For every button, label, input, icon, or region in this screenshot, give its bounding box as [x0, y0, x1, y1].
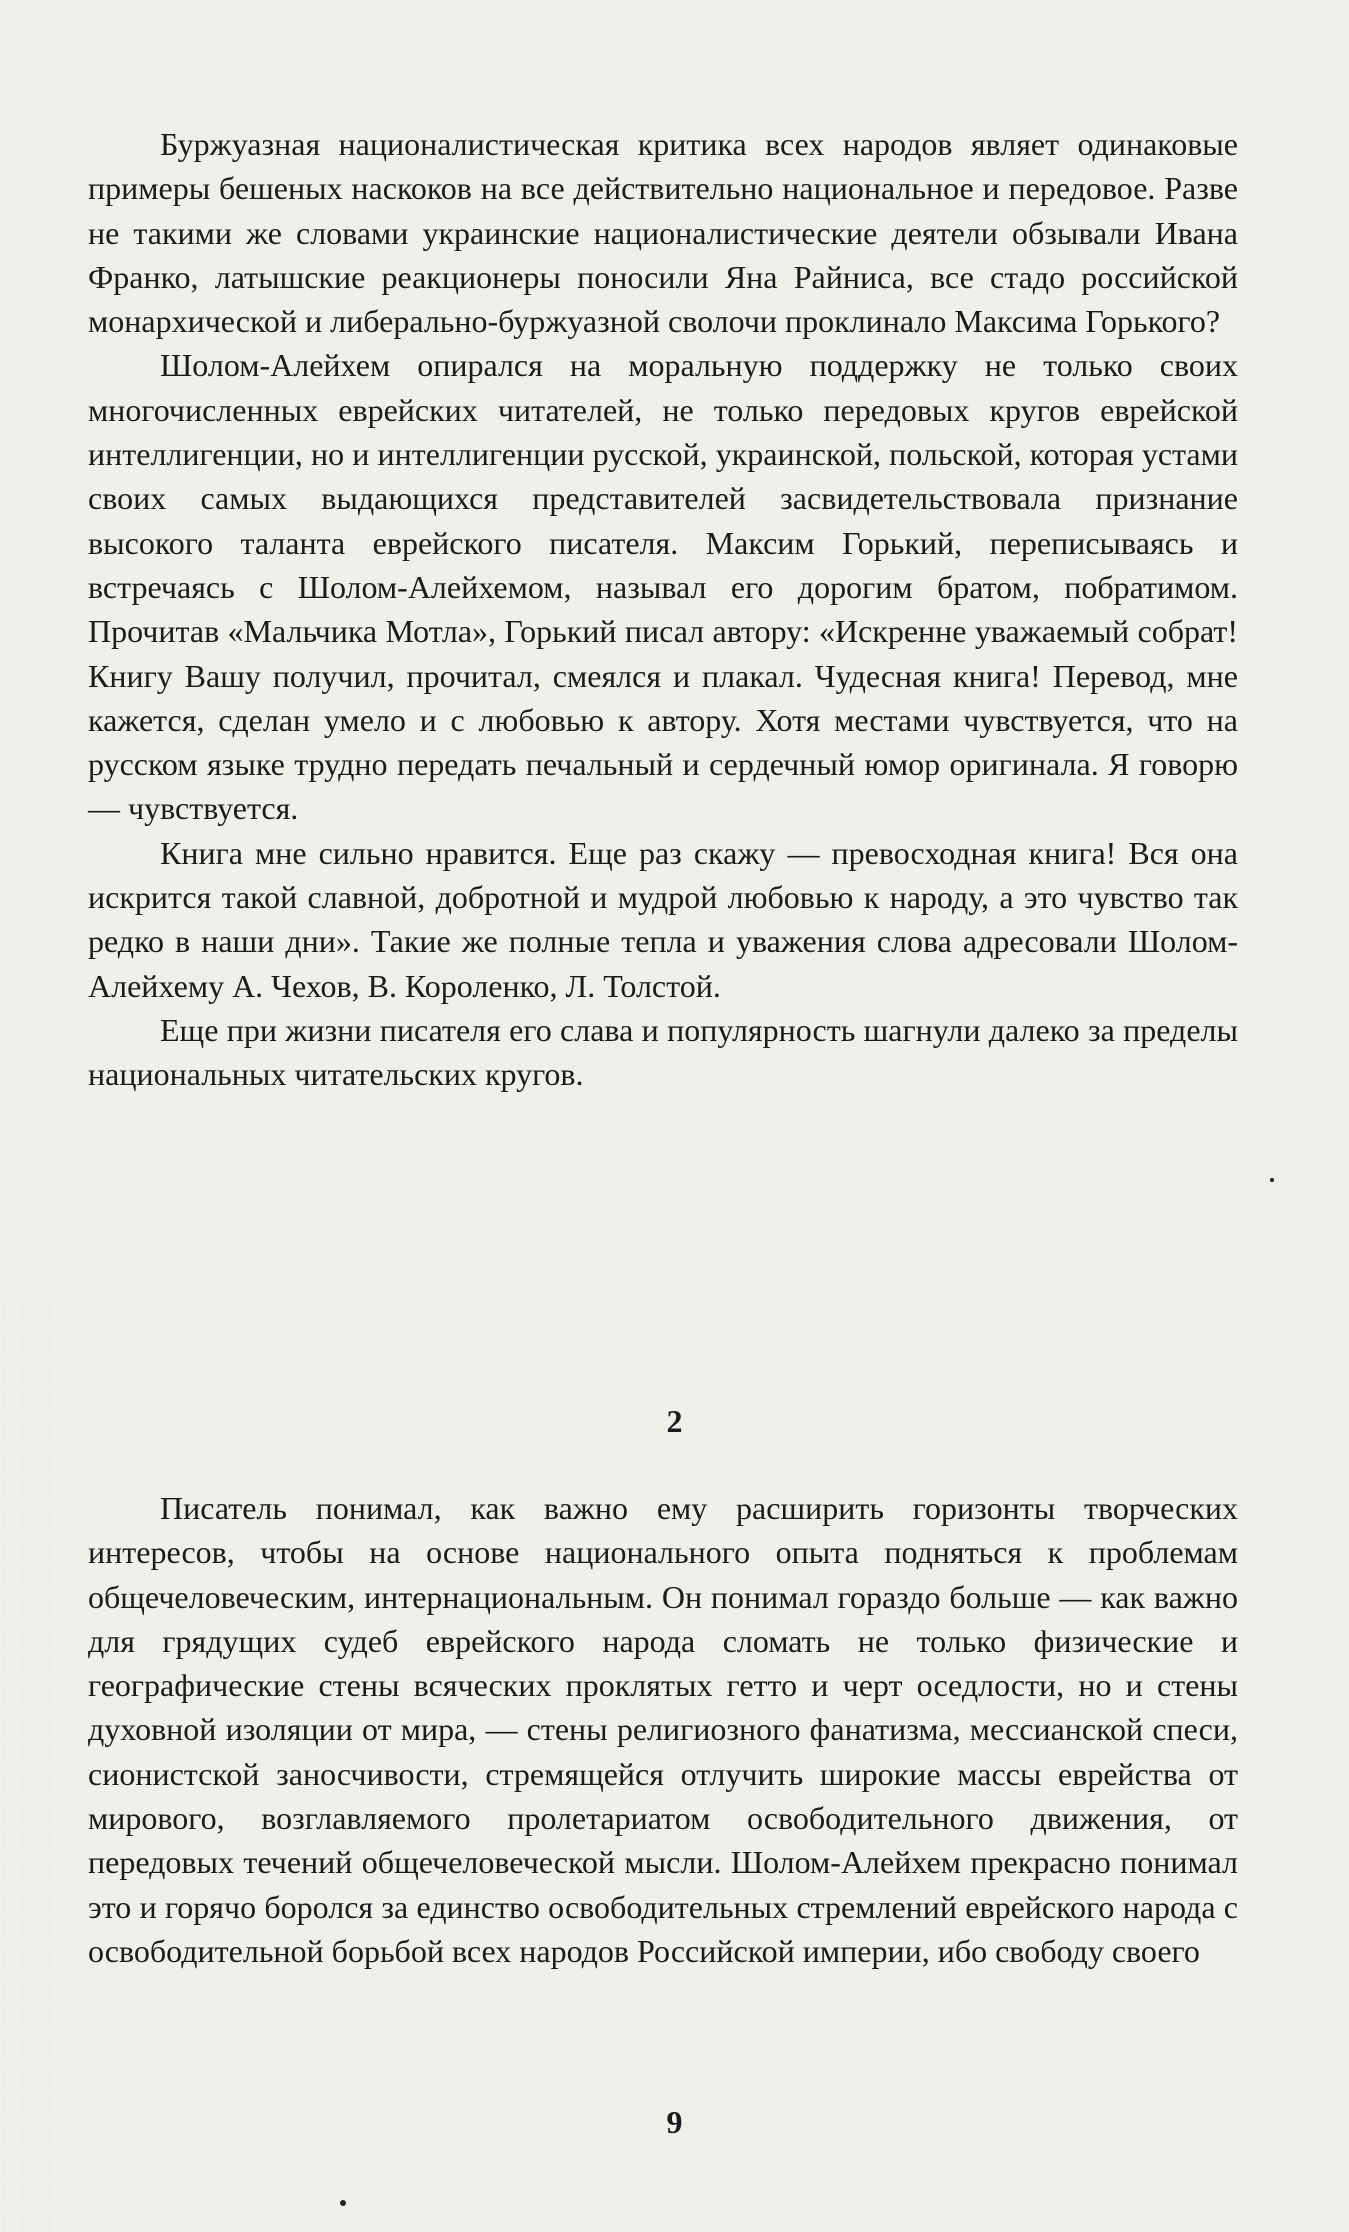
- ink-speck: [1270, 1178, 1274, 1182]
- bottom-text-block: [88, 1486, 1238, 1973]
- paragraph: Еще при жизни писателя его слава и популярность шагнули далеко за пределы национальных читательских кругов.: [88, 1011, 1238, 1093]
- paragraph: Книга мне сильно нравится. Еще раз скажу — превосходная книга! Вся она искрится такой славной, добротной и мудрой любовью к народу, а это чувство так редко в наши дни». Такие же полные тепла и уважения слова адресовали Шолом-Алейхему А. Чехов, В. Короленко, Л. Толстой.: [88, 834, 1238, 1004]
- paragraph: Буржуазная националистическая критика всех народов являет одинаковые примеры бешеных наскоков на все действительно национальное и передовое. Разве не такими же словами украинские националистические деятели обзывали Ивана Франко, латышские реакционеры поносили Яна Райниса, все стадо российской монархической и либерально-буржуазной сволочи проклинало Максима Горького?: [88, 126, 1238, 340]
- paragraph: Писатель понимал, как важно ему расширить горизонты творческих интересов, чтобы на основе национального опыта подняться к проблемам общечеловеческим, интернациональным. Он понимал гораздо больше — как важно для грядущих судеб еврейского народа сломать не только физические и географические стены всяческих проклятых гетто и черт оседлости, но и стены духовной изоляции от мира, — стены религиозного фанатизма, мессианской спеси, сионистской заносчивости, стремящейся отлучить широкие массы еврейства от мирового, возглавляемого пролетариатом освободительного движения, от передовых течений общечеловеческой мысли. Шолом-Алейхем прекрасно понимал это и горячо боролся за единство освободительных стремлений еврейского народа с освободительной борьбой всех народов Российской империи, ибо свободу своего: [88, 1490, 1238, 1969]
- ink-speck: [340, 2200, 346, 2206]
- page-number: 9: [666, 2104, 683, 2140]
- paragraph: Шолом-Алейхем опирался на моральную поддержку не только своих многочисленных еврейских читателей, не только передовых кругов еврейской интеллигенции, но и интеллигенции русской, украинской, польской, которая устами своих самых выдающихся представителей засвидетельствовала признание высокого таланта еврейского писателя. Максим Горький, переписываясь и встречаясь с Шолом-Алейхемом, называл его дорогим братом, побратимом. Прочитав «Мальчика Мотла», Горький писал автору: «Искренне уважаемый собрат! Книгу Вашу получил, прочитал, смеялся и плакал. Чудесная книга! Перевод, мне кажется, сделан умело и с любовью к автору. Хотя местами чувствуется, что на русском языке трудно передать печальный и сердечный юмор оригинала. Я говорю — чувствуется.: [88, 347, 1238, 827]
- section-number: 2: [666, 1403, 683, 1439]
- top-text-block: [88, 122, 1238, 1097]
